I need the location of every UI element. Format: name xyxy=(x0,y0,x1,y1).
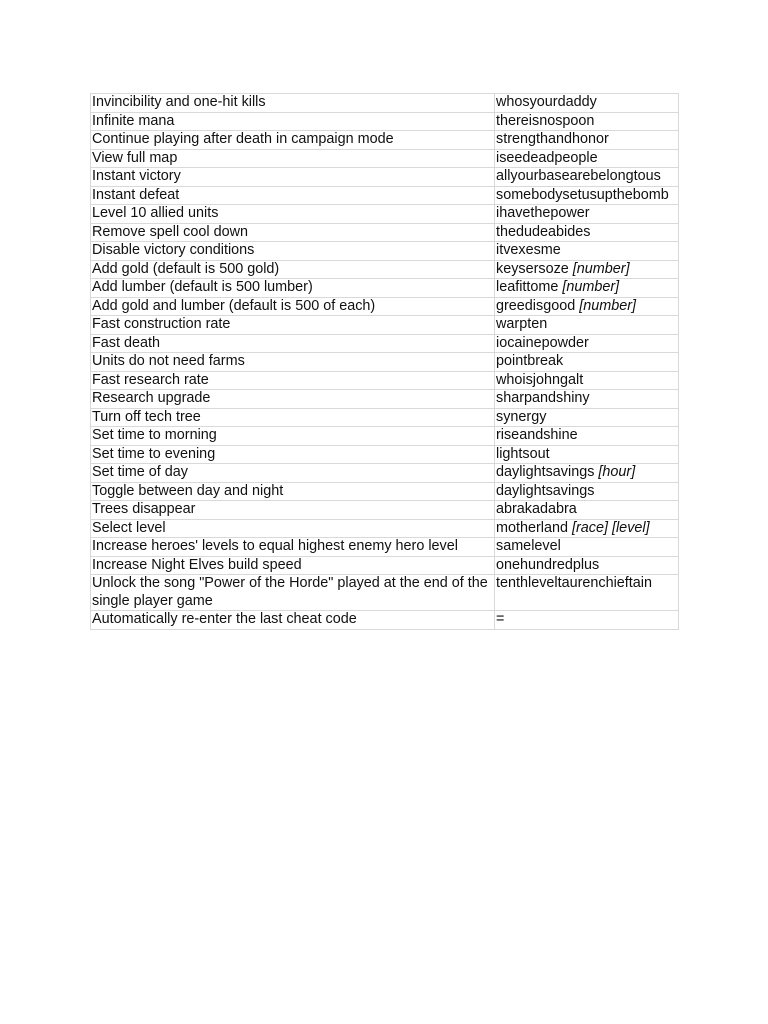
cheat-effect-cell: View full map xyxy=(91,149,495,168)
cheat-code-cell xyxy=(495,186,679,205)
cheat-code-text: pointbreak xyxy=(496,353,564,369)
cheat-effect-cell: Add gold (default is 500 gold) xyxy=(91,260,495,279)
table-row xyxy=(91,408,679,427)
table-row xyxy=(91,112,679,131)
cheat-code-text: thedudeabides xyxy=(496,223,591,240)
cheat-effect-cell: Infinite mana xyxy=(91,112,495,131)
cheat-code-text: whosyourdaddy xyxy=(496,94,597,110)
cheat-code-cell xyxy=(495,279,679,298)
cheat-code-cell xyxy=(495,538,679,557)
table-row xyxy=(91,279,679,298)
table-row xyxy=(91,242,679,261)
table-row xyxy=(91,149,679,168)
cheat-code-argument: [number] xyxy=(579,297,637,314)
cheat-code-text: ihavethepower xyxy=(496,205,590,221)
cheat-code-text: thereisnospoon xyxy=(496,112,595,129)
cheat-code-cell xyxy=(495,334,679,353)
cheat-effect-cell: Disable victory conditions xyxy=(91,242,495,261)
cheat-code-cell xyxy=(495,556,679,575)
cheat-effect-cell: Remove spell cool down xyxy=(91,223,495,242)
cheat-code-text: daylightsavings xyxy=(496,464,595,480)
cheat-code-cell xyxy=(495,445,679,464)
cheat-effect-cell: Fast research rate xyxy=(91,371,495,390)
cheat-effect-cell: Select level xyxy=(91,519,495,538)
cheat-code-cell xyxy=(495,205,679,224)
cheat-code-text: onehundredplus xyxy=(496,556,600,573)
cheat-effect-cell: Set time to morning xyxy=(91,427,495,446)
cheat-code-cell xyxy=(495,112,679,131)
cheat-effect-cell: Units do not need farms xyxy=(91,353,495,372)
cheat-code-cell xyxy=(495,519,679,538)
cheat-code-text: motherland xyxy=(496,519,568,536)
cheat-code-cell xyxy=(495,260,679,279)
table-row xyxy=(91,186,679,205)
table-row xyxy=(91,390,679,409)
cheat-code-cell xyxy=(495,94,679,113)
cheat-code-cell xyxy=(495,297,679,316)
cheat-code-cell xyxy=(495,149,679,168)
table-row xyxy=(91,482,679,501)
table-row xyxy=(91,260,679,279)
table-row xyxy=(91,427,679,446)
cheat-code-text: itvexesme xyxy=(496,242,561,258)
cheat-code-sheet xyxy=(90,93,678,630)
cheat-code-text: warpten xyxy=(496,316,548,332)
table-row xyxy=(91,611,679,630)
cheat-effect-cell: Fast construction rate xyxy=(91,316,495,335)
cheat-effect-cell: Instant victory xyxy=(91,168,495,187)
cheat-code-text: keysersoze xyxy=(496,260,569,277)
cheat-code-text: sharpandshiny xyxy=(496,390,590,406)
cheat-effect-cell: Continue playing after death in campaign mode xyxy=(91,131,495,150)
table-row xyxy=(91,464,679,483)
cheat-effect-cell: Instant defeat xyxy=(91,186,495,205)
cheat-effect-cell: Add lumber (default is 500 lumber) xyxy=(91,279,495,298)
cheat-code-text: daylightsavings xyxy=(496,482,595,499)
cheat-code-cell xyxy=(495,353,679,372)
cheat-code-text: strengthandhonor xyxy=(496,131,609,147)
table-row xyxy=(91,575,679,611)
table-row xyxy=(91,445,679,464)
cheat-code-cell xyxy=(495,390,679,409)
cheat-effect-cell: Automatically re-enter the last cheat code xyxy=(91,611,495,630)
cheat-code-cell xyxy=(495,611,679,630)
table-row xyxy=(91,501,679,520)
cheat-code-text: samelevel xyxy=(496,538,561,554)
table-row xyxy=(91,316,679,335)
table-row xyxy=(91,334,679,353)
cheat-code-text: somebodysetusupthebomb xyxy=(496,186,669,203)
cheat-code-cell xyxy=(495,131,679,150)
cheat-code-argument: [number] xyxy=(572,260,630,277)
cheat-code-text: lightsout xyxy=(496,445,550,462)
table-row xyxy=(91,168,679,187)
table-row xyxy=(91,538,679,557)
cheat-code-text: whoisjohngalt xyxy=(496,371,584,388)
cheat-code-rows xyxy=(91,94,679,630)
table-row xyxy=(91,131,679,150)
cheat-code-text: iocainepowder xyxy=(496,334,589,351)
cheat-effect-cell: Unlock the song "Power of the Horde" played at the end of the single player game xyxy=(91,575,495,611)
cheat-code-cell xyxy=(495,316,679,335)
cheat-effect-cell: Toggle between day and night xyxy=(91,482,495,501)
cheat-code-argument: [number] xyxy=(562,279,620,295)
table-row xyxy=(91,519,679,538)
cheat-code-text: tenthleveltaurenchieftain xyxy=(496,575,653,591)
cheat-code-cell xyxy=(495,427,679,446)
cheat-code-cell xyxy=(495,501,679,520)
cheat-effect-cell: Research upgrade xyxy=(91,390,495,409)
cheat-code-text: abrakadabra xyxy=(496,501,577,517)
cheat-code-cell xyxy=(495,464,679,483)
table-row xyxy=(91,223,679,242)
table-row xyxy=(91,205,679,224)
cheat-effect-cell: Level 10 allied units xyxy=(91,205,495,224)
cheat-effect-cell: Set time of day xyxy=(91,464,495,483)
cheat-effect-cell: Set time to evening xyxy=(91,445,495,464)
cheat-code-text: = xyxy=(496,611,505,627)
cheat-code-cell xyxy=(495,371,679,390)
cheat-code-text: greedisgood xyxy=(496,297,576,314)
cheat-code-cell xyxy=(495,168,679,187)
cheat-effect-cell: Add gold and lumber (default is 500 of each) xyxy=(91,297,495,316)
cheat-code-text: riseandshine xyxy=(496,427,578,443)
cheat-code-text: allyourbasearebelongtous xyxy=(496,168,661,184)
cheat-code-text: iseedeadpeople xyxy=(496,149,598,166)
cheat-code-argument: [hour] xyxy=(598,464,636,480)
table-row xyxy=(91,556,679,575)
cheat-effect-cell: Turn off tech tree xyxy=(91,408,495,427)
cheat-code-cell xyxy=(495,242,679,261)
table-row xyxy=(91,353,679,372)
cheat-effect-cell: Increase Night Elves build speed xyxy=(91,556,495,575)
cheat-code-text: leafittome xyxy=(496,279,559,295)
cheat-code-cell xyxy=(495,223,679,242)
cheat-effect-cell: Invincibility and one-hit kills xyxy=(91,94,495,113)
table-row xyxy=(91,371,679,390)
cheat-code-text: synergy xyxy=(496,408,547,425)
cheat-effect-cell: Trees disappear xyxy=(91,501,495,520)
cheat-code-cell xyxy=(495,408,679,427)
cheat-effect-cell: Fast death xyxy=(91,334,495,353)
cheat-effect-cell: Increase heroes' levels to equal highest enemy hero level xyxy=(91,538,495,557)
cheat-code-cell xyxy=(495,575,679,611)
cheat-code-table xyxy=(90,93,679,630)
cheat-code-cell xyxy=(495,482,679,501)
table-row xyxy=(91,94,679,113)
table-row xyxy=(91,297,679,316)
cheat-code-argument: [race] [level] xyxy=(572,519,650,536)
